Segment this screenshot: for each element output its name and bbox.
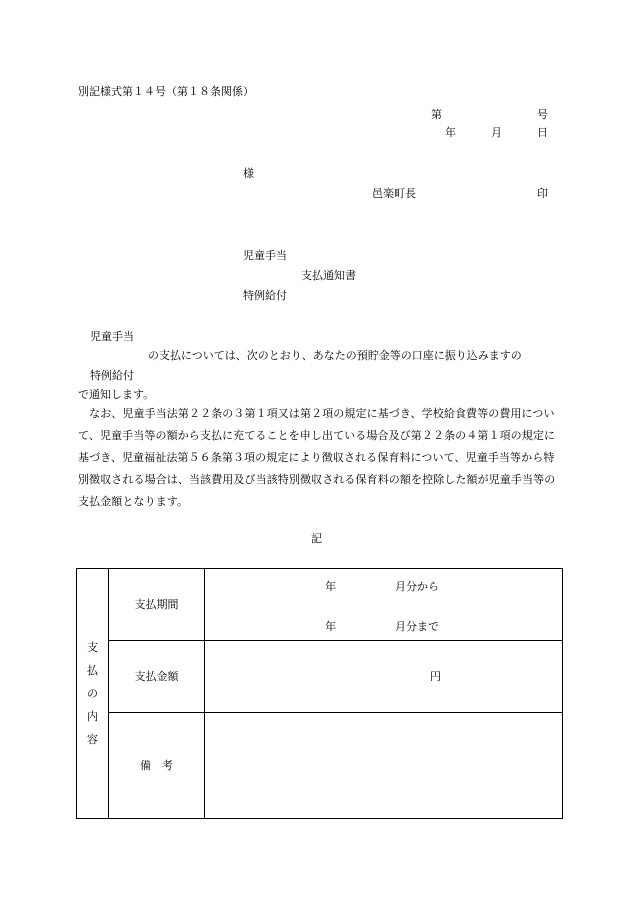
date-year: 年 [445,126,456,139]
table-vertical-label [77,569,109,819]
period-from-month: 月分から [395,580,439,593]
body-word-1: 児童手当 [90,330,134,343]
seal-mark: 印 [537,187,548,200]
amount-label: 支払金額 [109,641,205,713]
title-line-1: 児童手当 [243,249,287,262]
vertical-char: 容 [87,733,98,746]
form-id: 別記様式第１４号（第１８条関係） [78,85,254,98]
date-day: 日 [537,126,548,139]
vertical-char: 支 [87,641,98,654]
period-to-year: 年 [325,620,336,633]
body-line-end: で通知します。 [78,388,155,401]
amount-unit: 円 [430,670,441,683]
body-main-line: の支払については、次のとおり、あなたの預貯金等の口座に振り込みますの [148,349,522,362]
number-suffix: 号 [537,108,548,121]
period-cell [205,569,563,641]
body-word-2: 特例給付 [90,369,134,382]
date-month: 月 [491,126,502,139]
body-paragraph-2: なお、児童手当法第２２条の３第１項又は第２項の規定に基づき、学校給食費等の費用について、児童手当等の額から支払に充てることを申し出ている場合及び第２２条の４第１項の規定に基づき、児童福祉法第５６条第３項の規定により徴収される保育料について、児童手当等から特別徴収される場合は、当該費用及び当該特別徴収される保育料の額を控除した額が児童手当等の支払金額となります。 [78,407,556,508]
period-from-year: 年 [325,580,336,593]
vertical-char: 払 [87,664,98,677]
vertical-char: の [87,687,98,700]
vertical-char: 内 [87,710,98,723]
period-to-month: 月分まで [395,620,439,633]
title-line-2: 支払通知書 [301,269,356,282]
amount-cell [205,641,563,713]
payment-details-table [76,568,563,819]
addressee-honorific: 様 [243,167,254,180]
title-line-3: 特例給付 [243,289,287,302]
sender-name: 邑楽町長 [372,187,416,200]
period-label: 支払期間 [109,569,205,641]
remarks-label: 備 考 [109,713,205,819]
ki-heading: 記 [311,532,322,545]
number-prefix: 第 [431,108,442,121]
remarks-cell [205,713,563,819]
